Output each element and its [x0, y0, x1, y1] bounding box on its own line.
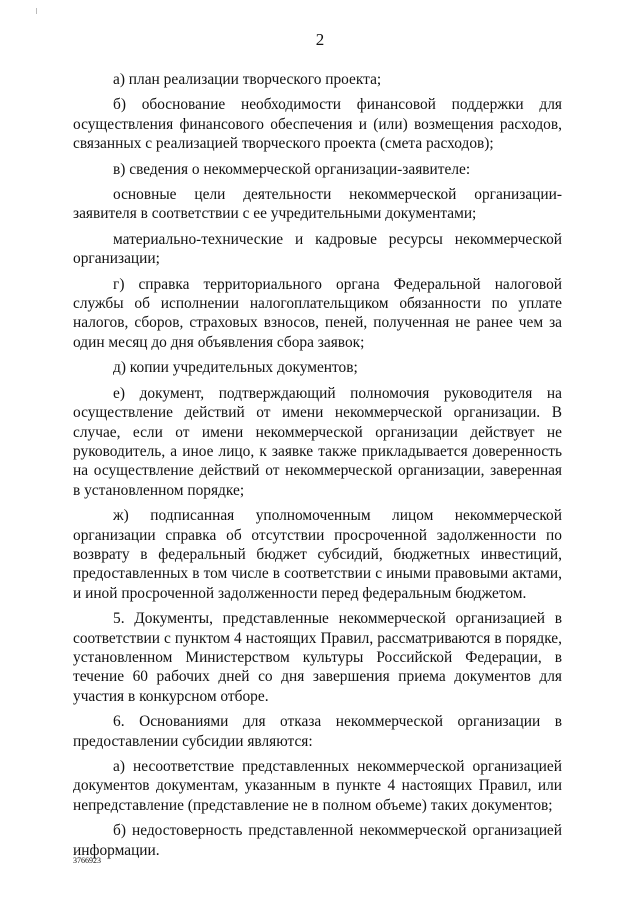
paragraph-refusal-b: б) недостоверность представленной некоммерческой организацией информации.	[73, 822, 562, 859]
paragraph-section-5: 5. Документы, представленные некоммерческой организацией в соответствии с пунктом 4 настоящих Правил, рассматриваются в порядке, установленном Министерством культуры Российской Федерации, в течение 60 рабочих дней со дня завершения приема документов для участия в конкурсном отборе.	[73, 610, 562, 705]
paragraph-debt-certificate: ж) подписанная уполномоченным лицом некоммерческой организации справка об отсутствии просроченной задолженности по возврату в федеральный бюджет субсидий, бюджетных инвестиций, предоставленных в том числе в соответствии с иными правовыми актами, и иной просроченной задолженности перед федеральным бюджетом.	[73, 507, 562, 602]
document-code: 3766923	[73, 856, 101, 865]
scan-corner-mark	[36, 8, 37, 14]
paragraph-authority-doc: е) документ, подтверждающий полномочия руководителя на осуществление действий от имени некоммерческой организации. В случае, если от имени некоммерческой организации действует не руководитель, а иное лицо, к заявке также прикладывается доверенность на осуществление действий от некоммерческой организации, заверенная в установленном порядке;	[73, 384, 562, 499]
paragraph-section-6: 6. Основаниями для отказа некоммерческой организации в предоставлении субсидии являются:	[73, 713, 562, 750]
paragraph-main-goals: основные цели деятельности некоммерческой организации-заявителя в соответствии с ее учредительными документами;	[73, 186, 562, 223]
paragraph-founding-docs: д) копии учредительных документов;	[113, 359, 358, 377]
paragraph-justification: б) обоснование необходимости финансовой поддержки для осуществления финансового обеспечения и (или) возмещения расходов, связанных с реализацией творческого проекта (смета расходов);	[73, 96, 562, 153]
paragraph-tax-certificate: г) справка территориального органа Федеральной налоговой службы об исполнении налогоплательщиком обязанности по уплате налогов, сборов, страховых взносов, пеней, полученная не ранее чем за один месяц до дня объявления сбора заявок;	[73, 275, 562, 351]
paragraph-refusal-a: а) несоответствие представленных некоммерческой организацией документов документам, указанным в пункте 4 настоящих Правил, или непредставление (представление не в полном объеме) таких документов;	[73, 758, 562, 814]
paragraph-resources: материально-технические и кадровые ресурсы некоммерческой организации;	[73, 230, 562, 268]
paragraph-applicant-info: в) сведения о некоммерческой организации-заявителе:	[113, 160, 471, 178]
document-body	[73, 70, 562, 866]
paragraph-plan: а) план реализации творческого проекта;	[113, 71, 382, 88]
page-number: 2	[315, 30, 325, 49]
